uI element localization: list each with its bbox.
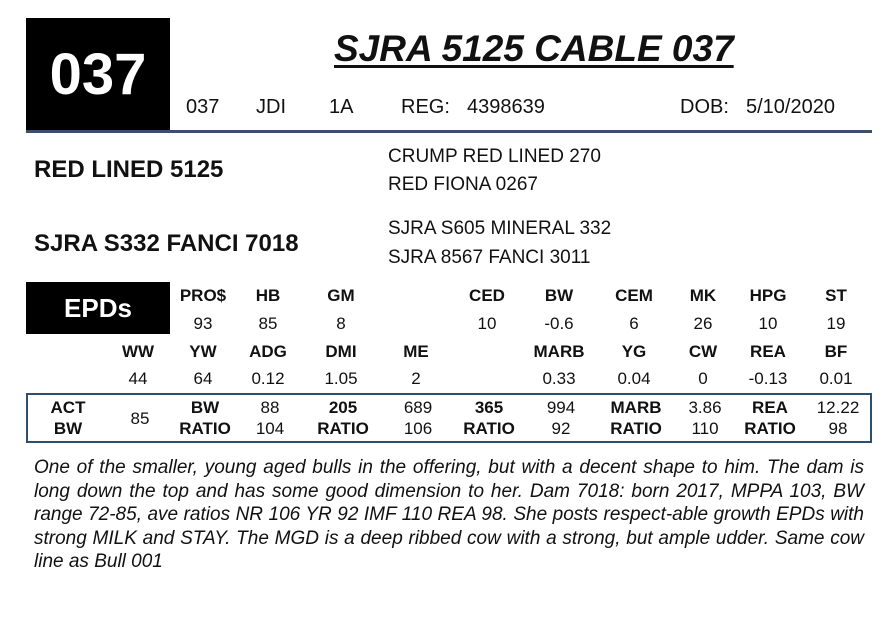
header-divider bbox=[26, 130, 872, 133]
epd-header: HPG bbox=[749, 286, 787, 305]
epd-value: 0 bbox=[698, 369, 708, 388]
epd-header: BW bbox=[544, 286, 574, 305]
animal-name-title: SJRA 5125 CABLE 037 bbox=[334, 28, 734, 69]
epd-header: WW bbox=[121, 342, 155, 361]
act-bw-value: 85 bbox=[130, 409, 150, 428]
epd-label: EPDs bbox=[64, 292, 132, 323]
sire-dam-name: RED FIONA 0267 bbox=[388, 174, 538, 195]
epd-header: ST bbox=[825, 286, 847, 305]
epd-header: PRO$ bbox=[179, 286, 227, 305]
weaning-value: 689 bbox=[403, 398, 433, 417]
epd-header: CEM bbox=[615, 286, 653, 305]
yearling-value: 994 bbox=[546, 398, 576, 417]
weaning-label-1: 205 bbox=[328, 398, 358, 417]
tag-number: 037 bbox=[186, 96, 220, 118]
comments-paragraph: One of the smaller, young aged bulls in the offering, but with a decent shape to him. The dam is long down the top and has some good dimension to her. Dam 7018: born 2017, MPPA 103, BW range 72-85, ave ratios NR 106 YR 92 IMF 110 REA 98. She posts respect-able growth EPDs with strong MILK and STAY. The MGD is a deep ribbed cow with a strong, but ample udder. Same cow line as Bull 001 bbox=[34, 457, 864, 572]
marb-label-2: RATIO bbox=[610, 419, 662, 438]
epd-header: MK bbox=[689, 286, 717, 305]
epd-header: REA bbox=[750, 342, 786, 361]
rea-label-1: REA bbox=[752, 398, 788, 417]
bw-ratio-label-1: BW bbox=[190, 398, 220, 417]
epd-value: 26 bbox=[693, 314, 713, 333]
epd-header: MARB bbox=[533, 342, 585, 361]
marb-label-1: MARB bbox=[610, 398, 662, 417]
epd-value: 93 bbox=[193, 314, 213, 333]
yearling-label-1: 365 bbox=[474, 398, 504, 417]
epd-header: CW bbox=[688, 342, 718, 361]
epd-header: ME bbox=[403, 342, 429, 361]
reg-number: 4398639 bbox=[467, 96, 545, 118]
bw-value: 88 bbox=[260, 398, 280, 417]
yearling-ratio: 92 bbox=[551, 419, 571, 438]
class-code: 1A bbox=[329, 96, 354, 118]
epd-value: 0.04 bbox=[617, 369, 651, 388]
dam-dam-name: SJRA 8567 FANCI 3011 bbox=[388, 247, 591, 268]
weaning-label-2: RATIO bbox=[317, 419, 369, 438]
dob-value: 5/10/2020 bbox=[746, 96, 835, 118]
epd-value: 0.01 bbox=[819, 369, 853, 388]
epd-header: GM bbox=[327, 286, 355, 305]
marb-ratio: 110 bbox=[691, 419, 719, 438]
epd-header: YG bbox=[621, 342, 647, 361]
epd-header: ADG bbox=[249, 342, 287, 361]
epd-value: 64 bbox=[193, 369, 213, 388]
sire-name: RED LINED 5125 bbox=[34, 156, 224, 183]
actuals-box bbox=[26, 393, 872, 443]
rea-value: 12.22 bbox=[816, 398, 860, 417]
epd-value: 0.12 bbox=[251, 369, 285, 388]
rea-ratio: 98 bbox=[828, 419, 848, 438]
rea-label-2: RATIO bbox=[744, 419, 796, 438]
epd-value: 10 bbox=[477, 314, 497, 333]
dam-name: SJRA S332 FANCI 7018 bbox=[34, 230, 299, 257]
epd-value: 19 bbox=[826, 314, 846, 333]
epd-header: BF bbox=[824, 342, 848, 361]
dam-sire-name: SJRA S605 MINERAL 332 bbox=[388, 218, 612, 239]
epd-value: -0.6 bbox=[544, 314, 574, 333]
bw-ratio: 104 bbox=[255, 419, 285, 438]
epd-header: CED bbox=[469, 286, 505, 305]
lot-number: 037 bbox=[49, 41, 147, 107]
weaning-ratio: 106 bbox=[403, 419, 433, 438]
sire-sire-name: CRUMP RED LINED 270 bbox=[388, 146, 601, 167]
epd-value: 44 bbox=[128, 369, 148, 388]
epd-value: 10 bbox=[758, 314, 778, 333]
epd-value: 85 bbox=[258, 314, 278, 333]
yearling-label-2: RATIO bbox=[463, 419, 515, 438]
epd-value: 2 bbox=[411, 369, 421, 388]
epd-value: 6 bbox=[629, 314, 639, 333]
bw-ratio-label-2: RATIO bbox=[179, 419, 231, 438]
epd-header: HB bbox=[255, 286, 281, 305]
act-bw-label-1: ACT bbox=[50, 398, 86, 417]
epd-value: 1.05 bbox=[324, 369, 358, 388]
epd-label-badge bbox=[26, 282, 170, 334]
lot-number-badge bbox=[26, 18, 170, 130]
epd-value: 8 bbox=[336, 314, 346, 333]
epd-header: YW bbox=[189, 342, 217, 361]
epd-header: DMI bbox=[325, 342, 357, 361]
reg-label: REG: bbox=[401, 96, 450, 118]
owner-code: JDI bbox=[256, 96, 286, 118]
marb-value: 3.86 bbox=[688, 398, 722, 417]
epd-value: 0.33 bbox=[542, 369, 576, 388]
act-bw-label-2: BW bbox=[53, 419, 83, 438]
dob-label: DOB: bbox=[680, 96, 729, 118]
epd-value: -0.13 bbox=[748, 369, 788, 388]
